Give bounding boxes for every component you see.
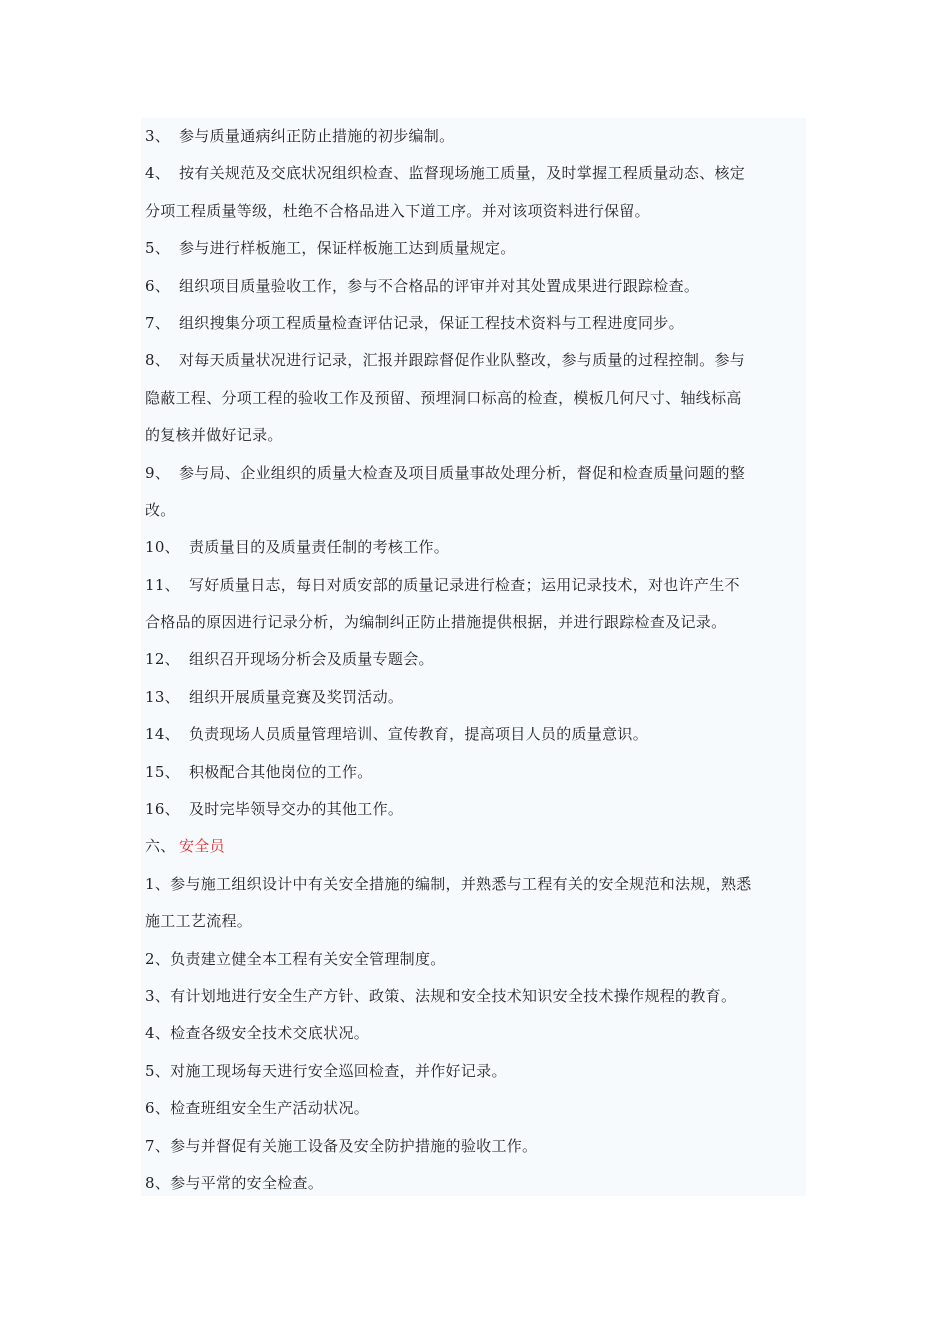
item-number: 15、 bbox=[145, 762, 180, 781]
item-number: 11、 bbox=[145, 575, 180, 594]
document-body bbox=[145, 118, 805, 1202]
item-number: 13、 bbox=[145, 687, 180, 706]
list-item-continuation: 合格品的原因进行记录分析，为编制纠正防止措施提供根据，并进行跟踪检查及记录。 bbox=[145, 613, 727, 632]
item-text: 组织开展质量竞赛及奖罚活动。 bbox=[189, 687, 404, 706]
list-item bbox=[145, 342, 805, 379]
item-text: 参与局、企业组织的质量大检查及项目质量事故处理分析，督促和检查质量问题的整 bbox=[179, 463, 746, 482]
section-title: 安全员 bbox=[179, 837, 225, 856]
list-item-continuation: 改。 bbox=[145, 500, 176, 519]
list-item: 5、对施工现场每天进行安全巡回检查，并作好记录。 bbox=[145, 1061, 507, 1080]
item-text: 责质量目的及质量责任制的考核工作。 bbox=[189, 538, 450, 557]
list-item bbox=[145, 268, 805, 305]
item-text: 参与进行样板施工，保证样板施工达到质量规定。 bbox=[179, 239, 516, 258]
list-item: 3、有计划地进行安全生产方针、政策、法规和安全技术知识安全技术操作规程的教育。 bbox=[145, 986, 737, 1005]
list-item-continuation: 的复核并做好记录。 bbox=[145, 426, 283, 445]
list-item bbox=[145, 716, 805, 753]
list-item bbox=[145, 679, 805, 716]
item-number: 3、 bbox=[145, 127, 171, 145]
item-number: 7、 bbox=[145, 313, 171, 332]
list-item bbox=[145, 529, 805, 566]
list-item bbox=[145, 567, 805, 604]
list-item bbox=[145, 455, 805, 492]
item-number: 12、 bbox=[145, 650, 180, 669]
section-heading bbox=[145, 828, 805, 865]
item-number: 4、 bbox=[145, 164, 171, 183]
list-item-continuation: 隐蔽工程、分项工程的验收工作及预留、预埋洞口标高的检查，模板几何尺寸、轴线标高 bbox=[145, 388, 742, 407]
item-text: 写好质量日志，每日对质安部的质量记录进行检查；运用记录技术，对也许产生不 bbox=[189, 575, 740, 594]
list-item: 6、检查班组安全生产活动状况。 bbox=[145, 1099, 370, 1118]
list-item bbox=[145, 754, 805, 791]
list-item bbox=[145, 791, 805, 828]
item-text: 对每天质量状况进行记录，汇报并跟踪督促作业队整改，参与质量的过程控制。参与 bbox=[179, 351, 746, 370]
item-text: 及时完毕领导交办的其他工作。 bbox=[189, 800, 404, 819]
list-item bbox=[145, 230, 805, 267]
item-text: 组织搜集分项工程质量检查评估记录，保证工程技术资料与工程进度同步。 bbox=[179, 313, 684, 332]
list-item bbox=[145, 155, 805, 192]
item-text: 积极配合其他岗位的工作。 bbox=[189, 762, 373, 781]
list-item bbox=[145, 305, 805, 342]
item-number: 16、 bbox=[145, 800, 180, 819]
item-text: 组织召开现场分析会及质量专题会。 bbox=[189, 650, 434, 669]
item-number: 8、 bbox=[145, 351, 171, 370]
item-text: 组织项目质量验收工作，参与不合格品的评审并对其处置成果进行跟踪检查。 bbox=[179, 276, 700, 295]
list-item: 7、参与并督促有关施工设备及安全防护措施的验收工作。 bbox=[145, 1136, 538, 1155]
list-item-continuation: 施工工艺流程。 bbox=[145, 912, 253, 931]
list-item: 8、参与平常的安全检查。 bbox=[145, 1173, 324, 1192]
list-item: 2、负责建立健全本工程有关安全管理制度。 bbox=[145, 949, 446, 968]
list-item-continuation: 分项工程质量等级，杜绝不合格品进入下道工序。并对该项资料进行保留。 bbox=[145, 201, 650, 220]
list-item: 4、检查各级安全技术交底状况。 bbox=[145, 1024, 370, 1043]
list-item: 1、参与施工组织设计中有关安全措施的编制，并熟悉与工程有关的安全规范和法规，熟悉 bbox=[145, 874, 752, 893]
item-text: 负责现场人员质量管理培训、宣传教育，提高项目人员的质量意识。 bbox=[189, 725, 649, 744]
item-text: 按有关规范及交底状况组织检查、监督现场施工质量，及时掌握工程质量动态、核定 bbox=[179, 164, 746, 183]
section-number: 六、 bbox=[145, 837, 176, 856]
item-number: 9、 bbox=[145, 463, 171, 482]
list-item bbox=[145, 118, 805, 155]
item-number: 6、 bbox=[145, 276, 171, 295]
item-number: 10、 bbox=[145, 538, 180, 557]
list-item bbox=[145, 641, 805, 678]
item-number: 14、 bbox=[145, 725, 180, 744]
item-number: 5、 bbox=[145, 239, 171, 258]
item-text: 参与质量通病纠正防止措施的初步编制。 bbox=[179, 127, 455, 145]
